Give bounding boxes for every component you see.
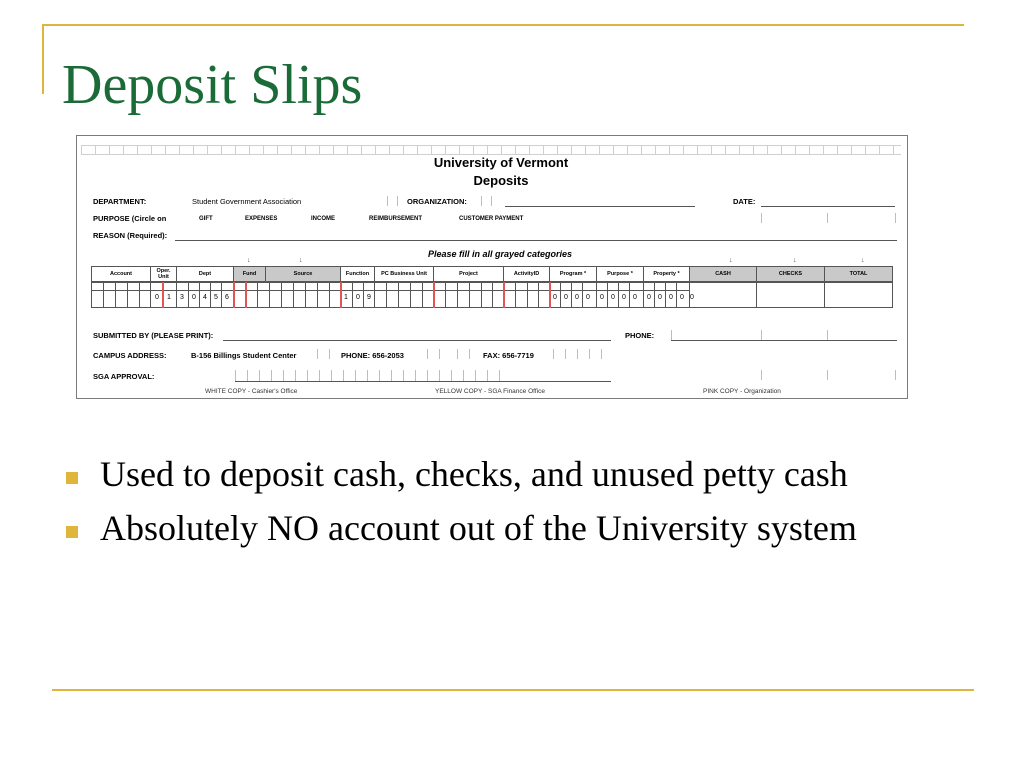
zero-digit: 0 bbox=[669, 294, 673, 301]
bullet-list bbox=[66, 452, 966, 560]
bottom-rule bbox=[52, 689, 974, 691]
grid-cell-divider bbox=[515, 282, 516, 308]
tick bbox=[491, 196, 492, 206]
col-project: Project bbox=[433, 266, 504, 282]
grid-cell-divider bbox=[469, 282, 470, 308]
grid-cell-divider bbox=[150, 282, 151, 308]
tick bbox=[329, 349, 330, 359]
grid-cell-divider bbox=[374, 282, 375, 308]
sga-box-divider bbox=[487, 370, 488, 381]
sga-box-divider bbox=[391, 370, 392, 381]
zero-digit: 0 bbox=[611, 294, 615, 301]
down-arrow-icon: ↓ bbox=[247, 257, 251, 264]
purpose-label: PURPOSE (Circle on bbox=[93, 214, 167, 223]
grid-cell-divider bbox=[115, 282, 116, 308]
down-arrow-icon: ↓ bbox=[729, 257, 733, 264]
copy-yellow: YELLOW COPY - SGA Finance Office bbox=[435, 388, 545, 395]
form-university: University of Vermont bbox=[433, 155, 569, 170]
col-pc-business-unit: PC Business Unit bbox=[374, 266, 434, 282]
submitted-label: SUBMITTED BY (PLEASE PRINT): bbox=[93, 331, 214, 340]
sga-box-divider bbox=[379, 370, 380, 381]
grid-cell-divider bbox=[317, 282, 318, 308]
bullet-text: Used to deposit cash, checks, and unused petty cash bbox=[100, 454, 848, 494]
tick bbox=[553, 349, 554, 359]
sga-box-divider bbox=[367, 370, 368, 381]
tick bbox=[827, 213, 828, 223]
dept-digit: 4 bbox=[203, 294, 207, 301]
zero-digit: 0 bbox=[586, 294, 590, 301]
date-line bbox=[761, 206, 895, 207]
sga-box-divider bbox=[475, 370, 476, 381]
col-activity-id: ActivityID bbox=[503, 266, 550, 282]
dept-digit: 0 bbox=[192, 294, 196, 301]
organization-line bbox=[505, 206, 695, 207]
grid-cell-divider bbox=[257, 282, 258, 308]
down-arrow-icon: ↓ bbox=[299, 257, 303, 264]
bullet-item bbox=[66, 506, 966, 550]
tick bbox=[761, 370, 762, 380]
grid-cell-divider bbox=[457, 282, 458, 308]
grid-cell-divider bbox=[139, 282, 140, 308]
sga-box-divider bbox=[319, 370, 320, 381]
copy-white: WHITE COPY - Cashier's Office bbox=[205, 388, 298, 395]
department-label: DEPARTMENT: bbox=[93, 197, 147, 206]
down-arrow-icon: ↓ bbox=[793, 257, 797, 264]
sga-box-divider bbox=[235, 370, 236, 381]
function-digit: 0 bbox=[356, 294, 360, 301]
grid-cell-divider bbox=[410, 282, 411, 308]
left-rule bbox=[42, 24, 44, 94]
down-arrow-icon: ↓ bbox=[861, 257, 865, 264]
grid-cell-divider bbox=[269, 282, 270, 308]
sga-box-divider bbox=[331, 370, 332, 381]
organization-label: ORGANIZATION: bbox=[407, 197, 467, 206]
bullet-item bbox=[66, 452, 966, 496]
tick bbox=[761, 330, 762, 340]
zero-digit: 0 bbox=[575, 294, 579, 301]
tick bbox=[577, 349, 578, 359]
tick bbox=[469, 349, 470, 359]
tick bbox=[439, 349, 440, 359]
grid-cell-divider bbox=[127, 282, 128, 308]
tick bbox=[481, 196, 482, 206]
dept-digit: 6 bbox=[225, 294, 229, 301]
instruction-text: Please fill in all grayed categories bbox=[427, 249, 573, 259]
sga-approval-label: SGA APPROVAL: bbox=[93, 372, 155, 381]
grid-cell-divider bbox=[481, 282, 482, 308]
col-source: Source bbox=[265, 266, 341, 282]
purpose-option-reimbursement: REIMBURSEMENT bbox=[369, 216, 423, 222]
col-purpose: Purpose * bbox=[596, 266, 644, 282]
date-label: DATE: bbox=[733, 197, 756, 206]
tick bbox=[317, 349, 318, 359]
grid-cell-divider-highlight bbox=[233, 282, 235, 308]
col-property: Property * bbox=[643, 266, 690, 282]
purpose-option-gift: GIFT bbox=[199, 216, 213, 222]
grid-cell-divider bbox=[305, 282, 306, 308]
top-rule bbox=[42, 24, 964, 26]
sga-box-divider bbox=[499, 370, 500, 381]
col-program: Program * bbox=[549, 266, 597, 282]
grid-cash-divider bbox=[756, 282, 757, 308]
bullet-square-icon bbox=[66, 472, 78, 484]
tick bbox=[671, 330, 672, 340]
bullet-text: Absolutely NO account out of the University system bbox=[100, 508, 857, 548]
tick bbox=[895, 213, 896, 223]
grid-cell-divider bbox=[386, 282, 387, 308]
col-cash: CASH bbox=[689, 266, 757, 282]
col-oper-unit: Oper. Unit bbox=[150, 266, 177, 282]
oper-digit: 1 bbox=[167, 294, 171, 301]
reason-line bbox=[175, 240, 897, 241]
campus-fax-value: FAX: 656-7719 bbox=[483, 351, 534, 360]
tick bbox=[427, 349, 428, 359]
sga-box-divider bbox=[439, 370, 440, 381]
grid-cell-divider bbox=[422, 282, 423, 308]
sga-box-divider bbox=[427, 370, 428, 381]
sga-box-divider bbox=[295, 370, 296, 381]
zero-digit: 0 bbox=[690, 294, 694, 301]
phone-label: PHONE: bbox=[625, 331, 655, 340]
grid-cell-divider bbox=[538, 282, 539, 308]
function-digit: 9 bbox=[367, 294, 371, 301]
tick bbox=[827, 370, 828, 380]
reason-label: REASON (Required): bbox=[93, 231, 168, 240]
dept-digit: 5 bbox=[214, 294, 218, 301]
sga-box-divider bbox=[463, 370, 464, 381]
grid-cell-divider bbox=[398, 282, 399, 308]
oper-digit: 0 bbox=[155, 294, 159, 301]
grid-cell-divider bbox=[492, 282, 493, 308]
sga-box-divider bbox=[403, 370, 404, 381]
purpose-option-customer-payment: CUSTOMER PAYMENT bbox=[459, 216, 524, 222]
sga-box-divider bbox=[283, 370, 284, 381]
form-heading: Deposits bbox=[473, 173, 529, 188]
zero-digit: 0 bbox=[622, 294, 626, 301]
tick bbox=[895, 370, 896, 380]
grid-cell-divider bbox=[103, 282, 104, 308]
zero-digit: 0 bbox=[600, 294, 604, 301]
purpose-option-income: INCOME bbox=[311, 216, 335, 222]
grid-cell-divider bbox=[527, 282, 528, 308]
sga-box-divider bbox=[451, 370, 452, 381]
col-checks: CHECKS bbox=[756, 266, 825, 282]
tick bbox=[589, 349, 590, 359]
col-account: Account bbox=[91, 266, 151, 282]
sga-box-divider bbox=[355, 370, 356, 381]
slide-title: Deposit Slips bbox=[62, 54, 363, 116]
col-total: TOTAL bbox=[824, 266, 893, 282]
grid-cell-divider-highlight bbox=[245, 282, 247, 308]
zero-digit: 0 bbox=[647, 294, 651, 301]
col-dept: Dept bbox=[176, 266, 234, 282]
tick bbox=[565, 349, 566, 359]
submitted-line bbox=[223, 340, 611, 341]
purpose-option-expenses: EXPENSES bbox=[245, 216, 278, 222]
zero-digit: 0 bbox=[553, 294, 557, 301]
sga-box-divider bbox=[259, 370, 260, 381]
tick bbox=[601, 349, 602, 359]
grid-cell-divider bbox=[293, 282, 294, 308]
tick bbox=[827, 330, 828, 340]
sga-box-divider bbox=[343, 370, 344, 381]
department-value: Student Government Association bbox=[192, 197, 302, 206]
campus-address-value: B-156 Billings Student Center bbox=[191, 351, 297, 360]
sga-approval-line bbox=[235, 381, 611, 382]
grid-cell-divider-highlight bbox=[433, 282, 435, 308]
campus-phone-value: PHONE: 656-2053 bbox=[341, 351, 404, 360]
zero-digit: 0 bbox=[658, 294, 662, 301]
sga-box-divider bbox=[415, 370, 416, 381]
campus-address-label: CAMPUS ADDRESS: bbox=[93, 351, 167, 360]
tick bbox=[761, 213, 762, 223]
tick bbox=[387, 196, 388, 206]
sga-box-divider bbox=[271, 370, 272, 381]
grid-cell-divider bbox=[281, 282, 282, 308]
sga-box-divider bbox=[307, 370, 308, 381]
dept-digit: 3 bbox=[180, 294, 184, 301]
col-fund: Fund bbox=[233, 266, 266, 282]
phone-line bbox=[671, 340, 897, 341]
deposit-form-image bbox=[76, 135, 908, 399]
grid-cell-divider bbox=[329, 282, 330, 308]
tick bbox=[397, 196, 398, 206]
zero-digit: 0 bbox=[633, 294, 637, 301]
zero-digit: 0 bbox=[680, 294, 684, 301]
grid-checks-divider bbox=[824, 282, 825, 308]
zero-digit: 0 bbox=[564, 294, 568, 301]
function-digit: 1 bbox=[344, 294, 348, 301]
tick bbox=[457, 349, 458, 359]
grid-entry-subline bbox=[91, 282, 689, 291]
bullet-square-icon bbox=[66, 526, 78, 538]
grid-cell-divider bbox=[445, 282, 446, 308]
copy-pink: PINK COPY - Organization bbox=[703, 388, 781, 395]
grid-cell-divider-highlight bbox=[503, 282, 505, 308]
sga-box-divider bbox=[247, 370, 248, 381]
form-ruler bbox=[81, 145, 901, 155]
col-function: Function bbox=[340, 266, 375, 282]
